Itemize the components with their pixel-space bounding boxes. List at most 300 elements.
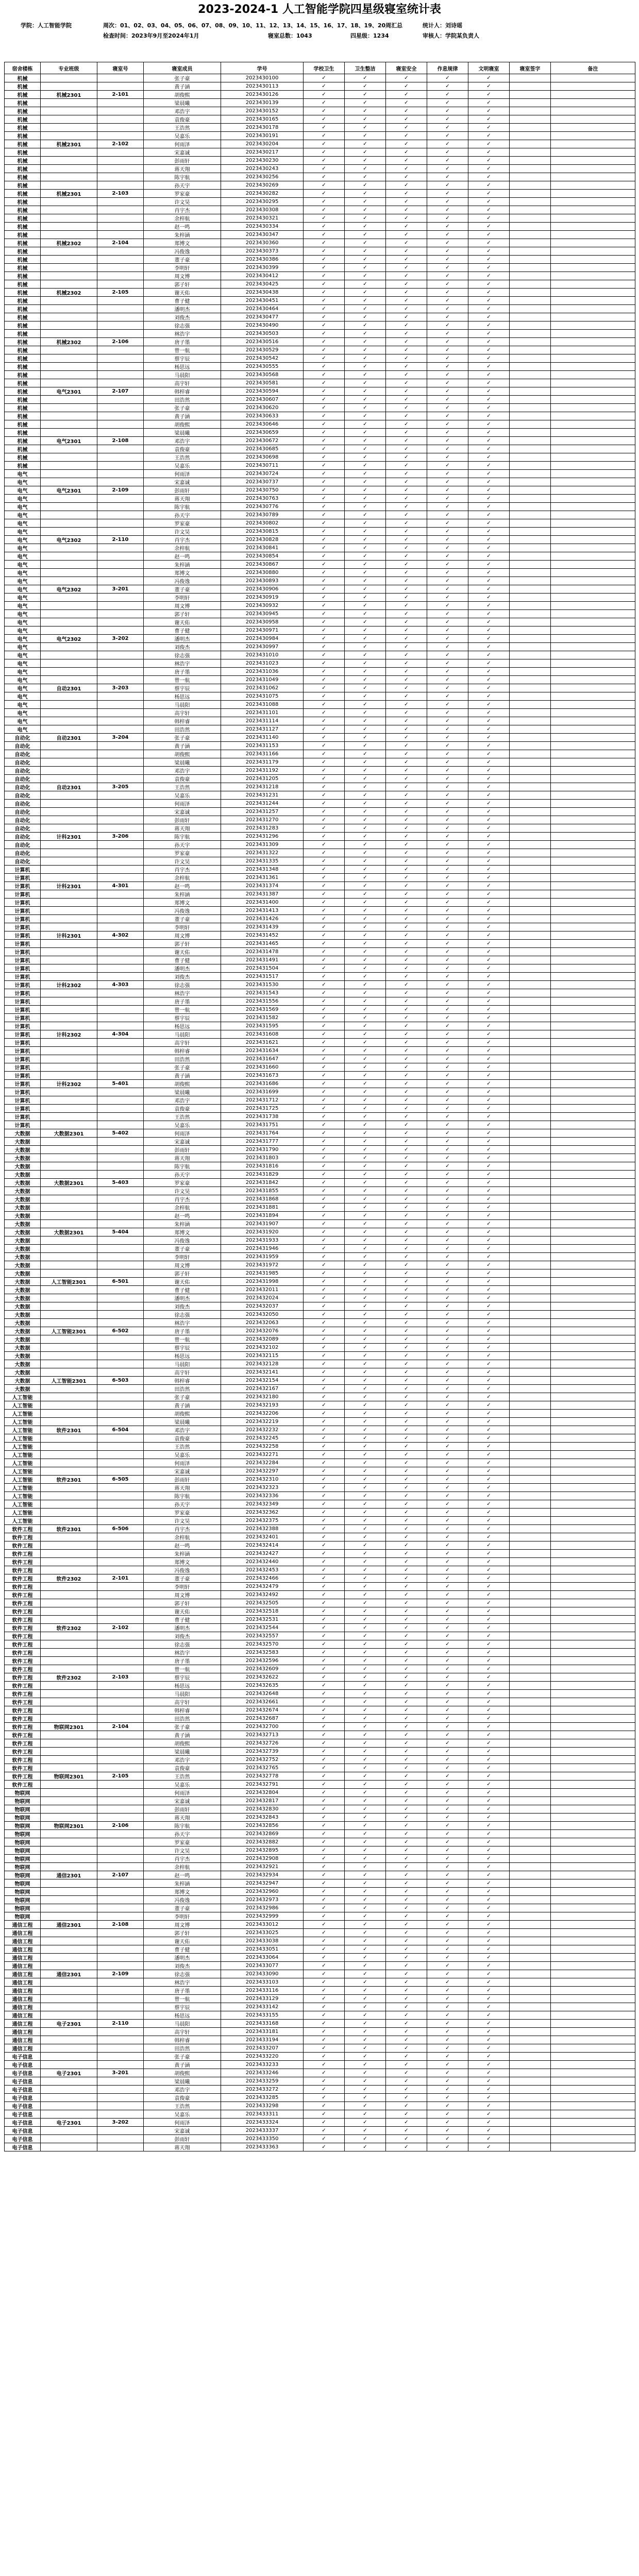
remark-cell bbox=[551, 1088, 635, 1096]
column-header: 寝室签字 bbox=[510, 62, 551, 74]
table-row bbox=[5, 602, 635, 610]
signature-cell bbox=[510, 1162, 551, 1171]
class-cell bbox=[41, 1649, 97, 1657]
tidy-cell: ✓ bbox=[345, 478, 386, 486]
tidy-cell: ✓ bbox=[345, 1269, 386, 1278]
schedule-cell: ✓ bbox=[427, 1311, 468, 1319]
safety-cell: ✓ bbox=[386, 1311, 427, 1319]
building-cell: 自动化 bbox=[5, 783, 41, 791]
building-cell: 计算机 bbox=[5, 1014, 41, 1022]
class-cell bbox=[41, 701, 97, 709]
class-cell bbox=[41, 948, 97, 956]
room-cell bbox=[97, 107, 144, 115]
class-cell: 物联网2301 bbox=[41, 1723, 97, 1731]
class-cell: 通信2301 bbox=[41, 1970, 97, 1978]
table-row bbox=[5, 412, 635, 420]
hygiene-cell: ✓ bbox=[304, 725, 345, 734]
room-cell bbox=[97, 1335, 144, 1344]
safety-cell: ✓ bbox=[386, 1467, 427, 1476]
hygiene-cell: ✓ bbox=[304, 1377, 345, 1385]
member-cell: 周文博 bbox=[144, 1261, 221, 1269]
civil-cell: ✓ bbox=[468, 346, 510, 354]
safety-cell: ✓ bbox=[386, 1360, 427, 1368]
class-cell bbox=[41, 2127, 97, 2135]
member-cell: 唐子墨 bbox=[144, 668, 221, 676]
table-row bbox=[5, 544, 635, 552]
room-cell bbox=[97, 1352, 144, 1360]
signature-cell bbox=[510, 1978, 551, 1987]
safety-cell: ✓ bbox=[386, 1327, 427, 1335]
building-cell: 软件工程 bbox=[5, 1657, 41, 1665]
remark-cell bbox=[551, 981, 635, 989]
header-row bbox=[5, 62, 635, 74]
student-id-cell: 2023430204 bbox=[221, 140, 304, 148]
student-id-cell: 2023430139 bbox=[221, 99, 304, 107]
tidy-cell: ✓ bbox=[345, 1574, 386, 1583]
signature-cell bbox=[510, 1443, 551, 1451]
class-cell bbox=[41, 1509, 97, 1517]
student-id-cell: 2023430724 bbox=[221, 470, 304, 478]
room-cell: 2-106 bbox=[97, 338, 144, 346]
table-row bbox=[5, 1888, 635, 1896]
room-cell bbox=[97, 1451, 144, 1459]
civil-cell: ✓ bbox=[468, 1846, 510, 1855]
signature-cell bbox=[510, 2127, 551, 2135]
class-cell bbox=[41, 223, 97, 231]
room-cell: 4-304 bbox=[97, 1030, 144, 1039]
hygiene-cell: ✓ bbox=[304, 2110, 345, 2119]
schedule-cell: ✓ bbox=[427, 2028, 468, 2036]
room-cell bbox=[97, 569, 144, 577]
student-id-cell: 2023430360 bbox=[221, 239, 304, 247]
signature-cell bbox=[510, 1764, 551, 1772]
building-cell: 软件工程 bbox=[5, 1583, 41, 1591]
schedule-cell: ✓ bbox=[427, 956, 468, 964]
member-cell: 宋嘉诚 bbox=[144, 148, 221, 157]
class-cell bbox=[41, 519, 97, 528]
class-cell: 软件2301 bbox=[41, 1476, 97, 1484]
tidy-cell: ✓ bbox=[345, 1088, 386, 1096]
class-cell bbox=[41, 1245, 97, 1253]
schedule-cell: ✓ bbox=[427, 190, 468, 198]
remark-cell bbox=[551, 321, 635, 330]
schedule-cell: ✓ bbox=[427, 239, 468, 247]
class-cell bbox=[41, 1830, 97, 1838]
remark-cell bbox=[551, 1805, 635, 1814]
remark-cell bbox=[551, 1640, 635, 1649]
safety-cell: ✓ bbox=[386, 486, 427, 495]
building-cell: 电子信息 bbox=[5, 2135, 41, 2143]
safety-cell: ✓ bbox=[386, 2028, 427, 2036]
schedule-cell: ✓ bbox=[427, 305, 468, 313]
safety-cell: ✓ bbox=[386, 1113, 427, 1121]
signature-cell bbox=[510, 1063, 551, 1072]
safety-cell: ✓ bbox=[386, 1805, 427, 1814]
student-id-cell: 2023431010 bbox=[221, 651, 304, 659]
signature-cell bbox=[510, 412, 551, 420]
schedule-cell: ✓ bbox=[427, 387, 468, 396]
table-row bbox=[5, 1335, 635, 1344]
civil-cell: ✓ bbox=[468, 808, 510, 816]
class-cell bbox=[41, 1220, 97, 1228]
civil-cell: ✓ bbox=[468, 2143, 510, 2151]
building-cell: 通信工程 bbox=[5, 1987, 41, 1995]
safety-cell: ✓ bbox=[386, 940, 427, 948]
safety-cell: ✓ bbox=[386, 956, 427, 964]
member-cell: 蔡宇辰 bbox=[144, 1014, 221, 1022]
signature-cell bbox=[510, 569, 551, 577]
room-cell bbox=[97, 363, 144, 371]
safety-cell: ✓ bbox=[386, 1509, 427, 1517]
remark-cell bbox=[551, 1014, 635, 1022]
schedule-cell: ✓ bbox=[427, 495, 468, 503]
hygiene-cell: ✓ bbox=[304, 157, 345, 165]
signature-cell bbox=[510, 1558, 551, 1566]
signature-cell bbox=[510, 1080, 551, 1088]
hygiene-cell: ✓ bbox=[304, 1838, 345, 1846]
class-cell bbox=[41, 1154, 97, 1162]
hygiene-cell: ✓ bbox=[304, 1706, 345, 1715]
room-cell bbox=[97, 346, 144, 354]
safety-cell: ✓ bbox=[386, 734, 427, 742]
class-cell bbox=[41, 1212, 97, 1220]
schedule-cell: ✓ bbox=[427, 1657, 468, 1665]
remark-cell bbox=[551, 223, 635, 231]
student-id-cell: 2023430477 bbox=[221, 313, 304, 321]
remark-cell bbox=[551, 1649, 635, 1657]
student-id-cell: 2023430932 bbox=[221, 602, 304, 610]
class-cell bbox=[41, 321, 97, 330]
schedule-cell: ✓ bbox=[427, 1245, 468, 1253]
table-row bbox=[5, 1162, 635, 1171]
signature-cell bbox=[510, 1138, 551, 1146]
signature-cell bbox=[510, 330, 551, 338]
member-cell: 高宇轩 bbox=[144, 379, 221, 387]
member-cell: 曾一航 bbox=[144, 1335, 221, 1344]
table-row bbox=[5, 1591, 635, 1599]
room-cell bbox=[97, 1945, 144, 1954]
schedule-cell: ✓ bbox=[427, 1871, 468, 1879]
safety-cell: ✓ bbox=[386, 420, 427, 429]
building-cell: 软件工程 bbox=[5, 1533, 41, 1541]
room-cell bbox=[97, 1558, 144, 1566]
class-cell: 物联网2301 bbox=[41, 1822, 97, 1830]
hygiene-cell: ✓ bbox=[304, 882, 345, 890]
remark-cell bbox=[551, 354, 635, 363]
student-id-cell: 2023432973 bbox=[221, 1896, 304, 1904]
member-cell: 刘俊杰 bbox=[144, 1632, 221, 1640]
hygiene-cell: ✓ bbox=[304, 511, 345, 519]
member-cell: 朱梓涵 bbox=[144, 1220, 221, 1228]
class-cell bbox=[41, 989, 97, 997]
hygiene-cell: ✓ bbox=[304, 2003, 345, 2011]
table-row bbox=[5, 321, 635, 330]
class-cell bbox=[41, 1805, 97, 1814]
tidy-cell: ✓ bbox=[345, 1171, 386, 1179]
class-cell: 人工智能2301 bbox=[41, 1327, 97, 1335]
room-cell bbox=[97, 1698, 144, 1706]
hygiene-cell: ✓ bbox=[304, 1871, 345, 1879]
remark-cell bbox=[551, 1863, 635, 1871]
room-cell bbox=[97, 74, 144, 82]
class-cell bbox=[41, 297, 97, 305]
safety-cell: ✓ bbox=[386, 668, 427, 676]
civil-cell: ✓ bbox=[468, 1607, 510, 1616]
safety-cell: ✓ bbox=[386, 1937, 427, 1945]
building-cell: 机械 bbox=[5, 289, 41, 297]
hygiene-cell: ✓ bbox=[304, 173, 345, 181]
signature-cell bbox=[510, 1649, 551, 1657]
remark-cell bbox=[551, 74, 635, 82]
safety-cell: ✓ bbox=[386, 1987, 427, 1995]
remark-cell bbox=[551, 907, 635, 915]
room-cell bbox=[97, 544, 144, 552]
schedule-cell: ✓ bbox=[427, 1269, 468, 1278]
signature-cell bbox=[510, 659, 551, 668]
tidy-cell: ✓ bbox=[345, 824, 386, 833]
room-cell bbox=[97, 1014, 144, 1022]
table-row bbox=[5, 1352, 635, 1360]
room-cell bbox=[97, 528, 144, 536]
column-header: 寝室号 bbox=[97, 62, 144, 74]
member-cell: 田浩然 bbox=[144, 725, 221, 734]
building-cell: 大数据 bbox=[5, 1385, 41, 1393]
hygiene-cell: ✓ bbox=[304, 577, 345, 585]
building-cell: 电气 bbox=[5, 478, 41, 486]
table-row bbox=[5, 1443, 635, 1451]
table-row bbox=[5, 659, 635, 668]
student-id-cell: 2023433168 bbox=[221, 2020, 304, 2028]
signature-cell bbox=[510, 107, 551, 115]
building-cell: 机械 bbox=[5, 264, 41, 272]
remark-cell bbox=[551, 2135, 635, 2143]
table-row bbox=[5, 1904, 635, 1912]
table-row bbox=[5, 1187, 635, 1195]
class-cell bbox=[41, 1607, 97, 1616]
student-id-cell: 2023431439 bbox=[221, 923, 304, 931]
student-id-cell: 2023433311 bbox=[221, 2110, 304, 2119]
safety-cell: ✓ bbox=[386, 1748, 427, 1756]
signature-cell bbox=[510, 223, 551, 231]
safety-cell: ✓ bbox=[386, 453, 427, 462]
table-row bbox=[5, 1797, 635, 1805]
tidy-cell: ✓ bbox=[345, 899, 386, 907]
remark-cell bbox=[551, 899, 635, 907]
class-cell bbox=[41, 1162, 97, 1171]
table-row bbox=[5, 1698, 635, 1706]
building-cell: 机械 bbox=[5, 280, 41, 289]
schedule-cell: ✓ bbox=[427, 791, 468, 800]
student-id-cell: 2023431738 bbox=[221, 1113, 304, 1121]
schedule-cell: ✓ bbox=[427, 800, 468, 808]
building-cell: 大数据 bbox=[5, 1319, 41, 1327]
signature-cell bbox=[510, 264, 551, 272]
member-cell: 袁俊豪 bbox=[144, 775, 221, 783]
remark-cell bbox=[551, 371, 635, 379]
member-cell: 林浩宇 bbox=[144, 659, 221, 668]
class-cell: 大数据2301 bbox=[41, 1228, 97, 1236]
room-cell: 2-104 bbox=[97, 239, 144, 247]
schedule-cell: ✓ bbox=[427, 1171, 468, 1179]
table-row bbox=[5, 445, 635, 453]
table-row bbox=[5, 783, 635, 791]
table-row bbox=[5, 2127, 635, 2135]
class-cell bbox=[41, 264, 97, 272]
class-cell bbox=[41, 1014, 97, 1022]
member-cell: 朱梓涵 bbox=[144, 1879, 221, 1888]
building-cell: 通信工程 bbox=[5, 2020, 41, 2028]
tidy-cell: ✓ bbox=[345, 626, 386, 635]
signature-cell bbox=[510, 1739, 551, 1748]
table-row bbox=[5, 1657, 635, 1665]
tidy-cell: ✓ bbox=[345, 1344, 386, 1352]
student-id-cell: 2023430711 bbox=[221, 462, 304, 470]
table-row bbox=[5, 2086, 635, 2094]
civil-cell: ✓ bbox=[468, 1278, 510, 1286]
table-row bbox=[5, 1682, 635, 1690]
schedule-cell: ✓ bbox=[427, 1698, 468, 1706]
student-id-cell: 2023432804 bbox=[221, 1789, 304, 1797]
safety-cell: ✓ bbox=[386, 190, 427, 198]
schedule-cell: ✓ bbox=[427, 1954, 468, 1962]
tidy-cell: ✓ bbox=[345, 676, 386, 684]
safety-cell: ✓ bbox=[386, 445, 427, 453]
civil-cell: ✓ bbox=[468, 1599, 510, 1607]
hygiene-cell: ✓ bbox=[304, 717, 345, 725]
safety-cell: ✓ bbox=[386, 1204, 427, 1212]
safety-cell: ✓ bbox=[386, 758, 427, 767]
civil-cell: ✓ bbox=[468, 684, 510, 692]
schedule-cell: ✓ bbox=[427, 1368, 468, 1377]
civil-cell: ✓ bbox=[468, 371, 510, 379]
class-cell bbox=[41, 231, 97, 239]
tidy-cell: ✓ bbox=[345, 1443, 386, 1451]
room-cell bbox=[97, 1797, 144, 1805]
student-id-cell: 2023433337 bbox=[221, 2127, 304, 2135]
signature-cell bbox=[510, 1401, 551, 1410]
signature-cell bbox=[510, 767, 551, 775]
safety-cell: ✓ bbox=[386, 1228, 427, 1236]
table-row bbox=[5, 1344, 635, 1352]
hygiene-cell: ✓ bbox=[304, 1558, 345, 1566]
class-cell bbox=[41, 1467, 97, 1476]
safety-cell: ✓ bbox=[386, 1731, 427, 1739]
signature-cell bbox=[510, 833, 551, 841]
table-row bbox=[5, 420, 635, 429]
building-cell: 物联网 bbox=[5, 1822, 41, 1830]
remark-cell bbox=[551, 635, 635, 643]
hygiene-cell: ✓ bbox=[304, 1764, 345, 1772]
remark-cell bbox=[551, 1500, 635, 1509]
student-id-cell: 2023431075 bbox=[221, 692, 304, 701]
building-cell: 电子信息 bbox=[5, 2094, 41, 2102]
student-id-cell: 2023432739 bbox=[221, 1748, 304, 1756]
signature-cell bbox=[510, 1912, 551, 1921]
remark-cell bbox=[551, 1484, 635, 1492]
table-row bbox=[5, 2053, 635, 2061]
signature-cell bbox=[510, 552, 551, 561]
remark-cell bbox=[551, 849, 635, 857]
schedule-cell: ✓ bbox=[427, 107, 468, 115]
building-cell: 软件工程 bbox=[5, 1624, 41, 1632]
member-cell: 周文博 bbox=[144, 602, 221, 610]
safety-cell: ✓ bbox=[386, 1591, 427, 1599]
member-cell: 何雨泽 bbox=[144, 1129, 221, 1138]
student-id-cell: 2023430750 bbox=[221, 486, 304, 495]
student-id-cell: 2023431894 bbox=[221, 1212, 304, 1220]
building-cell: 物联网 bbox=[5, 1896, 41, 1904]
hygiene-cell: ✓ bbox=[304, 1220, 345, 1228]
student-id-cell: 2023433246 bbox=[221, 2069, 304, 2077]
safety-cell: ✓ bbox=[386, 1583, 427, 1591]
room-cell bbox=[97, 1410, 144, 1418]
class-cell bbox=[41, 1978, 97, 1987]
room-cell bbox=[97, 1888, 144, 1896]
table-row bbox=[5, 1863, 635, 1871]
class-cell bbox=[41, 404, 97, 412]
safety-cell: ✓ bbox=[386, 1962, 427, 1970]
table-row bbox=[5, 2143, 635, 2151]
member-cell: 唐子墨 bbox=[144, 997, 221, 1006]
safety-cell: ✓ bbox=[386, 412, 427, 420]
student-id-cell: 2023432167 bbox=[221, 1385, 304, 1393]
room-cell: 5-404 bbox=[97, 1228, 144, 1236]
member-cell: 张子豪 bbox=[144, 1063, 221, 1072]
schedule-cell: ✓ bbox=[427, 1525, 468, 1533]
member-cell: 刘俊杰 bbox=[144, 1962, 221, 1970]
remark-cell bbox=[551, 692, 635, 701]
member-cell: 蔡宇辰 bbox=[144, 684, 221, 692]
signature-cell bbox=[510, 585, 551, 594]
room-cell bbox=[97, 1838, 144, 1846]
signature-cell bbox=[510, 1228, 551, 1236]
check-date: 检查时间：2023年9月至2024年1月 bbox=[103, 32, 199, 39]
hygiene-cell: ✓ bbox=[304, 1987, 345, 1995]
tidy-cell: ✓ bbox=[345, 1715, 386, 1723]
schedule-cell: ✓ bbox=[427, 198, 468, 206]
table-row bbox=[5, 1476, 635, 1484]
member-cell: 刘俊杰 bbox=[144, 643, 221, 651]
safety-cell: ✓ bbox=[386, 1764, 427, 1772]
member-cell: 赵一鸣 bbox=[144, 882, 221, 890]
hygiene-cell: ✓ bbox=[304, 206, 345, 214]
member-cell: 吴嘉乐 bbox=[144, 1451, 221, 1459]
remark-cell bbox=[551, 264, 635, 272]
safety-cell: ✓ bbox=[386, 223, 427, 231]
student-id-cell: 2023431348 bbox=[221, 866, 304, 874]
building-cell: 自动化 bbox=[5, 767, 41, 775]
signature-cell bbox=[510, 2069, 551, 2077]
safety-cell: ✓ bbox=[386, 1014, 427, 1022]
class-cell: 大数据2301 bbox=[41, 1129, 97, 1138]
class-cell bbox=[41, 849, 97, 857]
building-cell: 计算机 bbox=[5, 981, 41, 989]
safety-cell: ✓ bbox=[386, 1393, 427, 1401]
table-row bbox=[5, 676, 635, 684]
tidy-cell: ✓ bbox=[345, 1846, 386, 1855]
safety-cell: ✓ bbox=[386, 2119, 427, 2127]
schedule-cell: ✓ bbox=[427, 725, 468, 734]
hygiene-cell: ✓ bbox=[304, 1517, 345, 1525]
table-row bbox=[5, 1912, 635, 1921]
safety-cell: ✓ bbox=[386, 1921, 427, 1929]
member-cell: 宋嘉诚 bbox=[144, 1797, 221, 1805]
table-row bbox=[5, 2102, 635, 2110]
member-cell: 杨思远 bbox=[144, 1682, 221, 1690]
table-row bbox=[5, 2036, 635, 2044]
building-cell: 通信工程 bbox=[5, 2011, 41, 2020]
signature-cell bbox=[510, 1566, 551, 1574]
